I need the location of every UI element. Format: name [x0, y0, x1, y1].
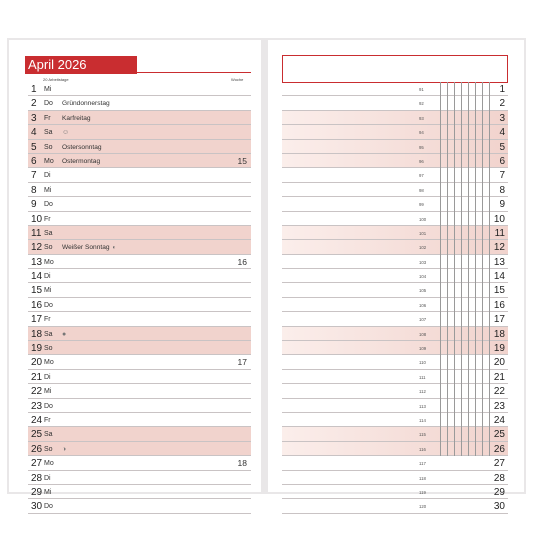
day-number: 9 — [31, 199, 37, 211]
day-number: 26 — [31, 443, 43, 455]
weekday-label: Do — [44, 402, 53, 410]
day-row[interactable] — [28, 312, 251, 326]
day-row[interactable] — [28, 442, 251, 456]
day-row[interactable] — [28, 399, 251, 413]
day-number: 20 — [31, 357, 43, 369]
day-of-year: 101 — [419, 230, 427, 236]
day-number: 15 — [31, 285, 43, 297]
day-row[interactable] — [28, 111, 251, 125]
day-row[interactable] — [28, 413, 251, 427]
event-label: Ostersonntag — [62, 143, 102, 151]
day-of-year: 97 — [419, 173, 424, 179]
day-of-year: 93 — [419, 115, 424, 121]
day-number: 6 — [31, 155, 37, 167]
event-label: Weißer Sonntag ◐ — [62, 244, 117, 252]
day-row[interactable] — [28, 427, 251, 441]
weekday-label: Fr — [44, 114, 51, 122]
workdays-label: 20 Arbeitstage — [43, 77, 69, 82]
weekday-label: Mo — [44, 460, 54, 468]
week-number: 18 — [237, 458, 247, 469]
day-number: 12 — [31, 242, 43, 254]
day-number: 7 — [31, 170, 37, 182]
day-of-year: 95 — [419, 144, 424, 150]
day-number-right: 2 — [499, 98, 505, 110]
weekday-label: So — [44, 445, 53, 453]
day-of-year: 102 — [419, 245, 427, 251]
day-of-year: 111 — [419, 374, 426, 380]
moon-phase-icon: ◑ — [62, 445, 67, 453]
day-row[interactable] — [28, 154, 251, 168]
day-row[interactable] — [28, 298, 251, 312]
day-number: 11 — [31, 227, 42, 239]
grid-column-line — [461, 82, 462, 456]
week-label: Woche — [231, 77, 244, 82]
day-of-year: 92 — [419, 101, 424, 107]
day-row[interactable] — [28, 255, 251, 269]
day-number-right: 4 — [499, 127, 505, 139]
day-number: 22 — [31, 386, 43, 398]
day-row-right[interactable] — [282, 499, 508, 513]
weekday-label: Do — [44, 100, 53, 108]
day-of-year: 100 — [419, 216, 427, 222]
weekday-label: Sa — [44, 229, 53, 237]
day-of-year: 99 — [419, 202, 424, 208]
day-number-right: 30 — [493, 501, 505, 513]
weekday-label: Sa — [44, 431, 53, 439]
weekday-label: Di — [44, 273, 51, 281]
day-number: 2 — [31, 98, 37, 110]
day-number-right: 9 — [499, 199, 505, 211]
day-row-right[interactable] — [282, 485, 508, 499]
day-of-year: 108 — [419, 331, 427, 337]
day-of-year: 116 — [419, 446, 426, 452]
grid-column-line — [454, 82, 455, 456]
day-of-year: 94 — [419, 130, 424, 136]
weekday-label: Mi — [44, 86, 52, 93]
weekday-label: So — [44, 143, 53, 151]
header-rule — [137, 72, 251, 73]
day-row[interactable] — [28, 485, 251, 499]
grid-column-line — [447, 82, 448, 456]
day-of-year: 106 — [419, 302, 427, 308]
day-number: 29 — [31, 486, 43, 498]
weekday-label: Sa — [44, 129, 53, 137]
day-number-right: 24 — [493, 414, 505, 426]
day-number-right: 10 — [493, 213, 505, 225]
day-of-year: 110 — [419, 360, 426, 366]
week-number: 16 — [237, 256, 247, 267]
day-number: 5 — [31, 141, 37, 153]
weekday-label: So — [44, 345, 53, 353]
grid-column-line — [475, 82, 476, 456]
grid-column-line — [482, 82, 483, 456]
day-number: 25 — [31, 429, 43, 441]
day-row[interactable] — [28, 456, 251, 470]
event-label: Ostermontag — [62, 157, 101, 165]
weekday-label: Fr — [44, 416, 51, 424]
event-label: Gründonnerstag — [62, 100, 110, 108]
day-row-right[interactable] — [282, 471, 508, 485]
day-number-right: 20 — [493, 357, 505, 369]
day-number-right: 15 — [493, 285, 505, 297]
day-number: 19 — [31, 343, 43, 355]
weekday-label: Mo — [44, 157, 54, 165]
day-number: 27 — [31, 458, 43, 470]
day-number: 13 — [31, 256, 43, 268]
day-row[interactable] — [28, 82, 251, 96]
weekday-label: Do — [44, 201, 53, 209]
weekday-label: Mi — [44, 186, 52, 194]
day-number: 24 — [31, 414, 43, 426]
day-row[interactable] — [28, 355, 251, 369]
day-number: 17 — [31, 314, 43, 326]
day-row-right[interactable] — [282, 456, 508, 470]
day-number-right: 12 — [493, 242, 505, 254]
day-number-right: 21 — [493, 371, 505, 383]
day-number: 28 — [31, 472, 43, 484]
day-number-right: 17 — [493, 314, 505, 326]
month-title: April 2026 — [25, 56, 137, 74]
day-row[interactable] — [28, 168, 251, 182]
day-number-right: 28 — [493, 472, 505, 484]
day-row[interactable] — [28, 327, 251, 341]
weekday-label: Sa — [44, 330, 53, 338]
weekday-label: Do — [44, 503, 53, 511]
day-row[interactable] — [28, 471, 251, 485]
day-number-right: 19 — [493, 343, 505, 355]
day-of-year: 117 — [419, 461, 426, 467]
day-row[interactable] — [28, 384, 251, 398]
day-of-year: 120 — [419, 504, 427, 510]
day-row[interactable] — [28, 197, 251, 211]
day-of-year: 113 — [419, 403, 426, 409]
moon-phase-icon: ◐ — [112, 245, 117, 252]
day-number: 23 — [31, 400, 43, 412]
moon-phase-icon: ☺ — [62, 129, 70, 137]
day-number: 1 — [31, 84, 37, 95]
day-number: 21 — [31, 371, 43, 383]
day-of-year: 96 — [419, 158, 424, 164]
day-of-year: 104 — [419, 274, 427, 280]
day-of-year: 98 — [419, 187, 424, 193]
weekday-label: Mi — [44, 488, 52, 496]
week-number: 17 — [237, 357, 247, 368]
weekday-label: Fr — [44, 316, 51, 324]
weekday-label: Mo — [44, 359, 54, 367]
day-row[interactable] — [28, 499, 251, 513]
day-number-right: 29 — [493, 486, 505, 498]
day-number: 18 — [31, 328, 43, 340]
day-number: 4 — [31, 127, 37, 139]
weekday-label: Mo — [44, 258, 54, 266]
notes-box[interactable] — [282, 55, 508, 83]
day-row[interactable] — [28, 283, 251, 297]
day-number-right: 25 — [493, 429, 505, 441]
event-label: Karfreitag — [62, 114, 91, 122]
day-number-right: 27 — [493, 458, 505, 470]
day-list-left — [28, 82, 251, 514]
day-of-year: 115 — [419, 432, 426, 438]
day-number-right: 5 — [499, 141, 505, 153]
day-number-right: 6 — [499, 155, 505, 167]
weekday-label: Mi — [44, 287, 52, 295]
week-number: 15 — [237, 155, 247, 166]
day-number-right: 22 — [493, 386, 505, 398]
day-number-right: 7 — [499, 170, 505, 182]
day-of-year: 119 — [419, 489, 426, 495]
day-number: 16 — [31, 299, 43, 311]
day-number-right: 18 — [493, 328, 505, 340]
day-of-year: 91 — [419, 87, 424, 92]
day-number-right: 8 — [499, 184, 505, 196]
day-of-year: 109 — [419, 346, 427, 352]
day-number-right: 23 — [493, 400, 505, 412]
weekday-label: Fr — [44, 215, 51, 223]
day-of-year: 105 — [419, 288, 427, 294]
day-row[interactable] — [28, 183, 251, 197]
day-row[interactable] — [28, 212, 251, 226]
weekday-label: Di — [44, 172, 51, 180]
day-number-right: 13 — [493, 256, 505, 268]
day-number-right: 16 — [493, 299, 505, 311]
moon-phase-icon: ● — [62, 330, 67, 338]
day-of-year: 107 — [419, 317, 427, 323]
day-row[interactable] — [28, 140, 251, 154]
day-row[interactable] — [28, 341, 251, 355]
day-of-year: 103 — [419, 259, 427, 265]
day-number: 3 — [31, 112, 37, 124]
day-number: 8 — [31, 184, 37, 196]
weekday-label: So — [44, 244, 53, 252]
day-row[interactable] — [28, 125, 251, 139]
day-number: 10 — [31, 213, 43, 225]
weekday-label: Do — [44, 301, 53, 309]
grid-column-line — [489, 82, 490, 456]
day-number: 14 — [31, 271, 43, 283]
day-row[interactable] — [28, 96, 251, 110]
day-number-right: 14 — [493, 271, 505, 283]
day-number-right: 11 — [494, 227, 505, 239]
day-of-year: 114 — [419, 417, 426, 423]
grid-column-line — [468, 82, 469, 456]
day-number-right: 26 — [493, 443, 505, 455]
grid-column-line — [440, 82, 441, 456]
day-row[interactable] — [28, 226, 251, 240]
day-number-right: 3 — [499, 112, 505, 124]
day-number: 30 — [31, 501, 43, 513]
day-number-right: 1 — [499, 84, 505, 95]
day-of-year: 112 — [419, 389, 426, 395]
day-of-year: 118 — [419, 475, 426, 481]
day-row[interactable] — [28, 240, 251, 254]
weekday-label: Mi — [44, 388, 52, 396]
day-row[interactable] — [28, 269, 251, 283]
weekday-label: Di — [44, 474, 51, 482]
weekday-label: Di — [44, 373, 51, 381]
day-row[interactable] — [28, 370, 251, 384]
